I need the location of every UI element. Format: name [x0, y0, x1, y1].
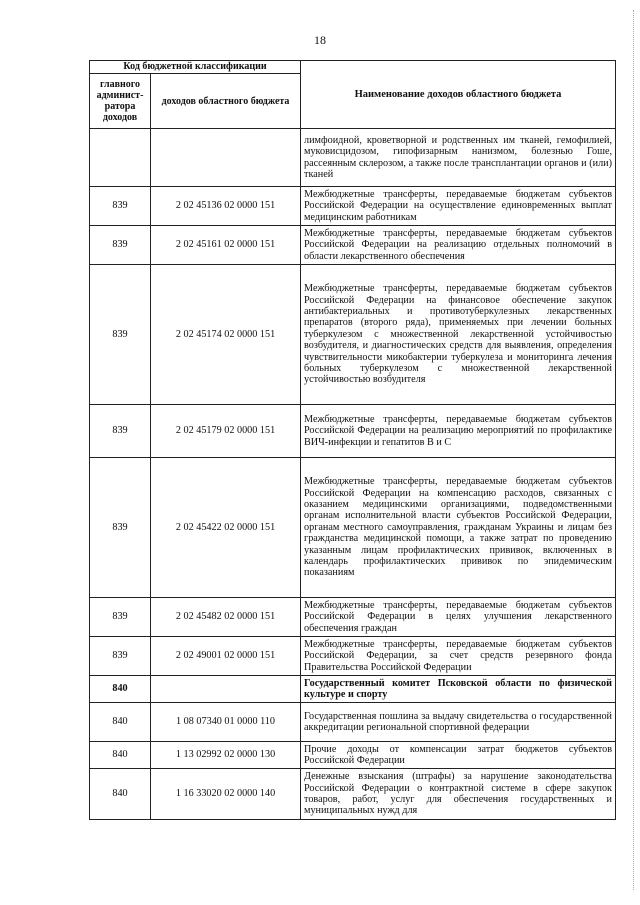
income-name-cell: Межбюджетные трансферты, передаваемые бюджетам субъектов Российской Федерации на финансовое обеспечение закупок антибактериальных и противотуберкулезных лекарственных препаратов (второго ряда), применяемых при лечении больных туберкулезом с множественной лекарственной устойчивостью возбудителя, и диагностических средств для выявления, определения чувствительности микобактерии туберкулеза и мониторинга лечения больных туберкулезом с множественной лекарственной устойчивостью возбудителя: [301, 265, 616, 405]
table-row: [90, 598, 616, 637]
header-income-name: Наименование доходов областного бюджета: [301, 61, 616, 129]
income-name-cell: Межбюджетные трансферты, передаваемые бюджетам субъектов Российской Федерации на реализацию отдельных полномочий в области лекарственного обеспечения: [301, 226, 616, 265]
admin-code-cell: 840: [90, 703, 151, 742]
income-code-cell: 2 02 45422 02 0000 151: [151, 458, 301, 598]
admin-code-cell: 839: [90, 405, 151, 458]
income-name-cell: Межбюджетные трансферты, передаваемые бюджетам субъектов Российской Федерации на осуществление единовременных выплат медицинским работникам: [301, 187, 616, 226]
table-row: [90, 742, 616, 769]
admin-code-cell: 839: [90, 226, 151, 265]
header-chief-administrator: главного админист-ратора доходов: [90, 74, 151, 129]
income-name-cell: Межбюджетные трансферты, передаваемые бюджетам субъектов Российской Федерации на компенсацию расходов, связанных с оказанием медицинскими организациями, подведомственными органам исполнительной власти субъектов Российской Федерации, органам местного самоуправления, гражданам Украины и лицам без гражданства медицинской помощи, а также затрат по проведению указанным лицам профилактических прививок, включенных в календарь профилактических прививок по эпидемическим показаниям: [301, 458, 616, 598]
table-row: [90, 769, 616, 820]
income-code-cell: [151, 676, 301, 703]
section-name-cell: Государственный комитет Псковской области по физической культуре и спорту: [301, 676, 616, 703]
income-code-cell: 2 02 45161 02 0000 151: [151, 226, 301, 265]
scan-edge-mark: [633, 10, 636, 890]
income-code-cell: 2 02 45136 02 0000 151: [151, 187, 301, 226]
table-row: [90, 637, 616, 676]
income-name-cell: Прочие доходы от компенсации затрат бюджетов субъектов Российской Федерации: [301, 742, 616, 769]
income-code-cell: 2 02 45174 02 0000 151: [151, 265, 301, 405]
admin-code-cell: [90, 129, 151, 187]
income-code-cell: 2 02 45179 02 0000 151: [151, 405, 301, 458]
table-row: [90, 458, 616, 598]
admin-code-cell: 840: [90, 769, 151, 820]
income-code-cell: 2 02 45482 02 0000 151: [151, 598, 301, 637]
page-number: 18: [314, 33, 326, 47]
admin-code-cell: 839: [90, 265, 151, 405]
admin-code-cell: 839: [90, 598, 151, 637]
admin-code-cell: 840: [90, 742, 151, 769]
table-row-section: [90, 676, 616, 703]
budget-classification-table: [89, 60, 616, 820]
table-row: [90, 405, 616, 458]
header-classification-code: Код бюджетной классификации: [90, 61, 301, 74]
income-name-cell: Межбюджетные трансферты, передаваемые бюджетам субъектов Российской Федерации на реализацию мероприятий по профилактике ВИЧ-инфекции и гепатитов В и С: [301, 405, 616, 458]
income-code-cell: [151, 129, 301, 187]
income-code-cell: 1 08 07340 01 0000 110: [151, 703, 301, 742]
table-row: [90, 226, 616, 265]
income-name-cell: Межбюджетные трансферты, передаваемые бюджетам субъектов Российской Федерации в целях улучшения лекарственного обеспечения граждан: [301, 598, 616, 637]
table-row: [90, 703, 616, 742]
table-row: [90, 187, 616, 226]
income-name-cell: Государственная пошлина за выдачу свидетельства о государственной аккредитации региональной спортивной федерации: [301, 703, 616, 742]
table-row: [90, 129, 616, 187]
income-code-cell: 1 13 02992 02 0000 130: [151, 742, 301, 769]
table-row: [90, 265, 616, 405]
income-name-cell: лимфоидной, кроветворной и родственных им тканей, гемофилией, муковисцидозом, гипофизарным нанизмом, болезнью Гоше, рассеянным склерозом, а также после трансплантации органов и (или) тканей: [301, 129, 616, 187]
admin-code-cell: 839: [90, 187, 151, 226]
income-name-cell: Межбюджетные трансферты, передаваемые бюджетам субъектов Российской Федерации, за счет средств резервного фонда Правительства Российской Федерации: [301, 637, 616, 676]
header-regional-income: доходов областного бюджета: [151, 74, 301, 129]
income-code-cell: 2 02 49001 02 0000 151: [151, 637, 301, 676]
income-code-cell: 1 16 33020 02 0000 140: [151, 769, 301, 820]
admin-code-cell: 839: [90, 637, 151, 676]
admin-code-cell: 840: [90, 676, 151, 703]
admin-code-cell: 839: [90, 458, 151, 598]
income-name-cell: Денежные взыскания (штрафы) за нарушение законодательства Российской Федерации о контрактной системе в сфере закупок товаров, работ, услуг для обеспечения государственных и муниципальных нужд для: [301, 769, 616, 820]
